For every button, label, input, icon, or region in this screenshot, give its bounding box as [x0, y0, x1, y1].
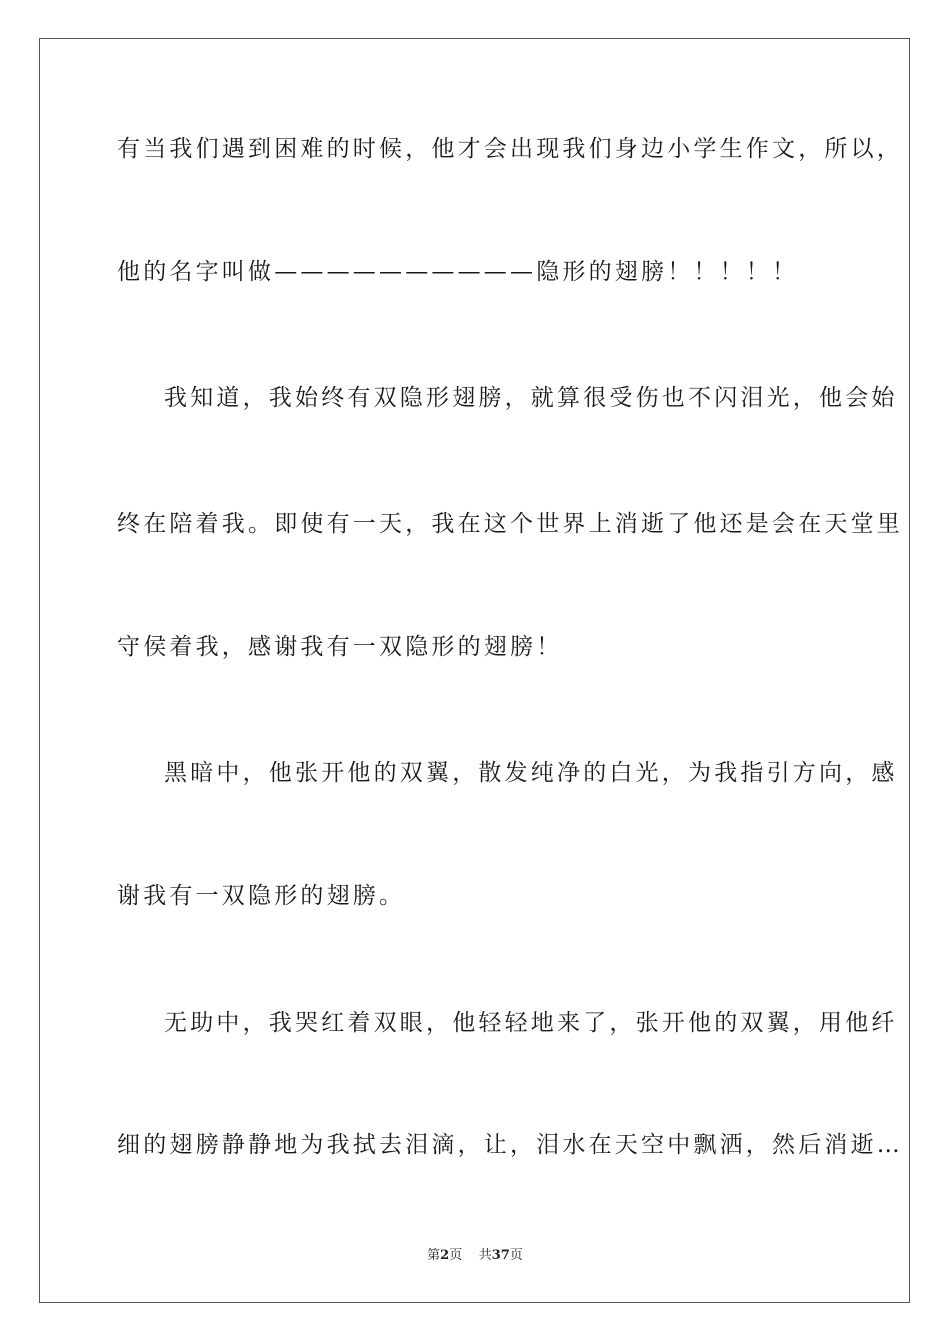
page-frame: [39, 38, 910, 1303]
footer-page-unit: 页: [449, 1248, 463, 1263]
total-page-count: 37: [491, 1248, 510, 1263]
footer-total-unit: 页: [509, 1248, 523, 1263]
paragraph-line-6: 黑暗中，他张开他的双翼，散发纯净的白光，为我指引方向，感: [164, 760, 898, 786]
paragraph-line-9: 细的翅膀静静地为我拭去泪滴，让，泪水在天空中飘洒，然后消逝…: [117, 1132, 903, 1158]
paragraph-line-7: 谢我有一双隐形的翅膀。: [117, 883, 406, 909]
page-number-footer: [0, 1247, 950, 1265]
paragraph-line-1: 有当我们遇到困难的时候，他才会出现我们身边小学生作文，所以，: [117, 136, 903, 162]
paragraph-line-4: 终在陪着我。即使有一天，我在这个世界上消逝了他还是会在天堂里: [117, 511, 903, 537]
paragraph-line-3: 我知道，我始终有双隐形翅膀，就算很受伤也不闪泪光，他会始: [164, 385, 898, 411]
paragraph-line-2: 他的名字叫做——————————隐形的翅膀！！！！！: [117, 259, 799, 285]
footer-total-prefix: 共: [478, 1248, 492, 1263]
paragraph-line-5: 守侯着我，感谢我有一双隐形的翅膀！: [117, 634, 563, 660]
paragraph-line-8: 无助中，我哭红着双眼，他轻轻地来了，张开他的双翼，用他纤: [164, 1010, 898, 1036]
footer-prefix: 第: [427, 1248, 441, 1263]
current-page-number: 2: [440, 1248, 450, 1263]
